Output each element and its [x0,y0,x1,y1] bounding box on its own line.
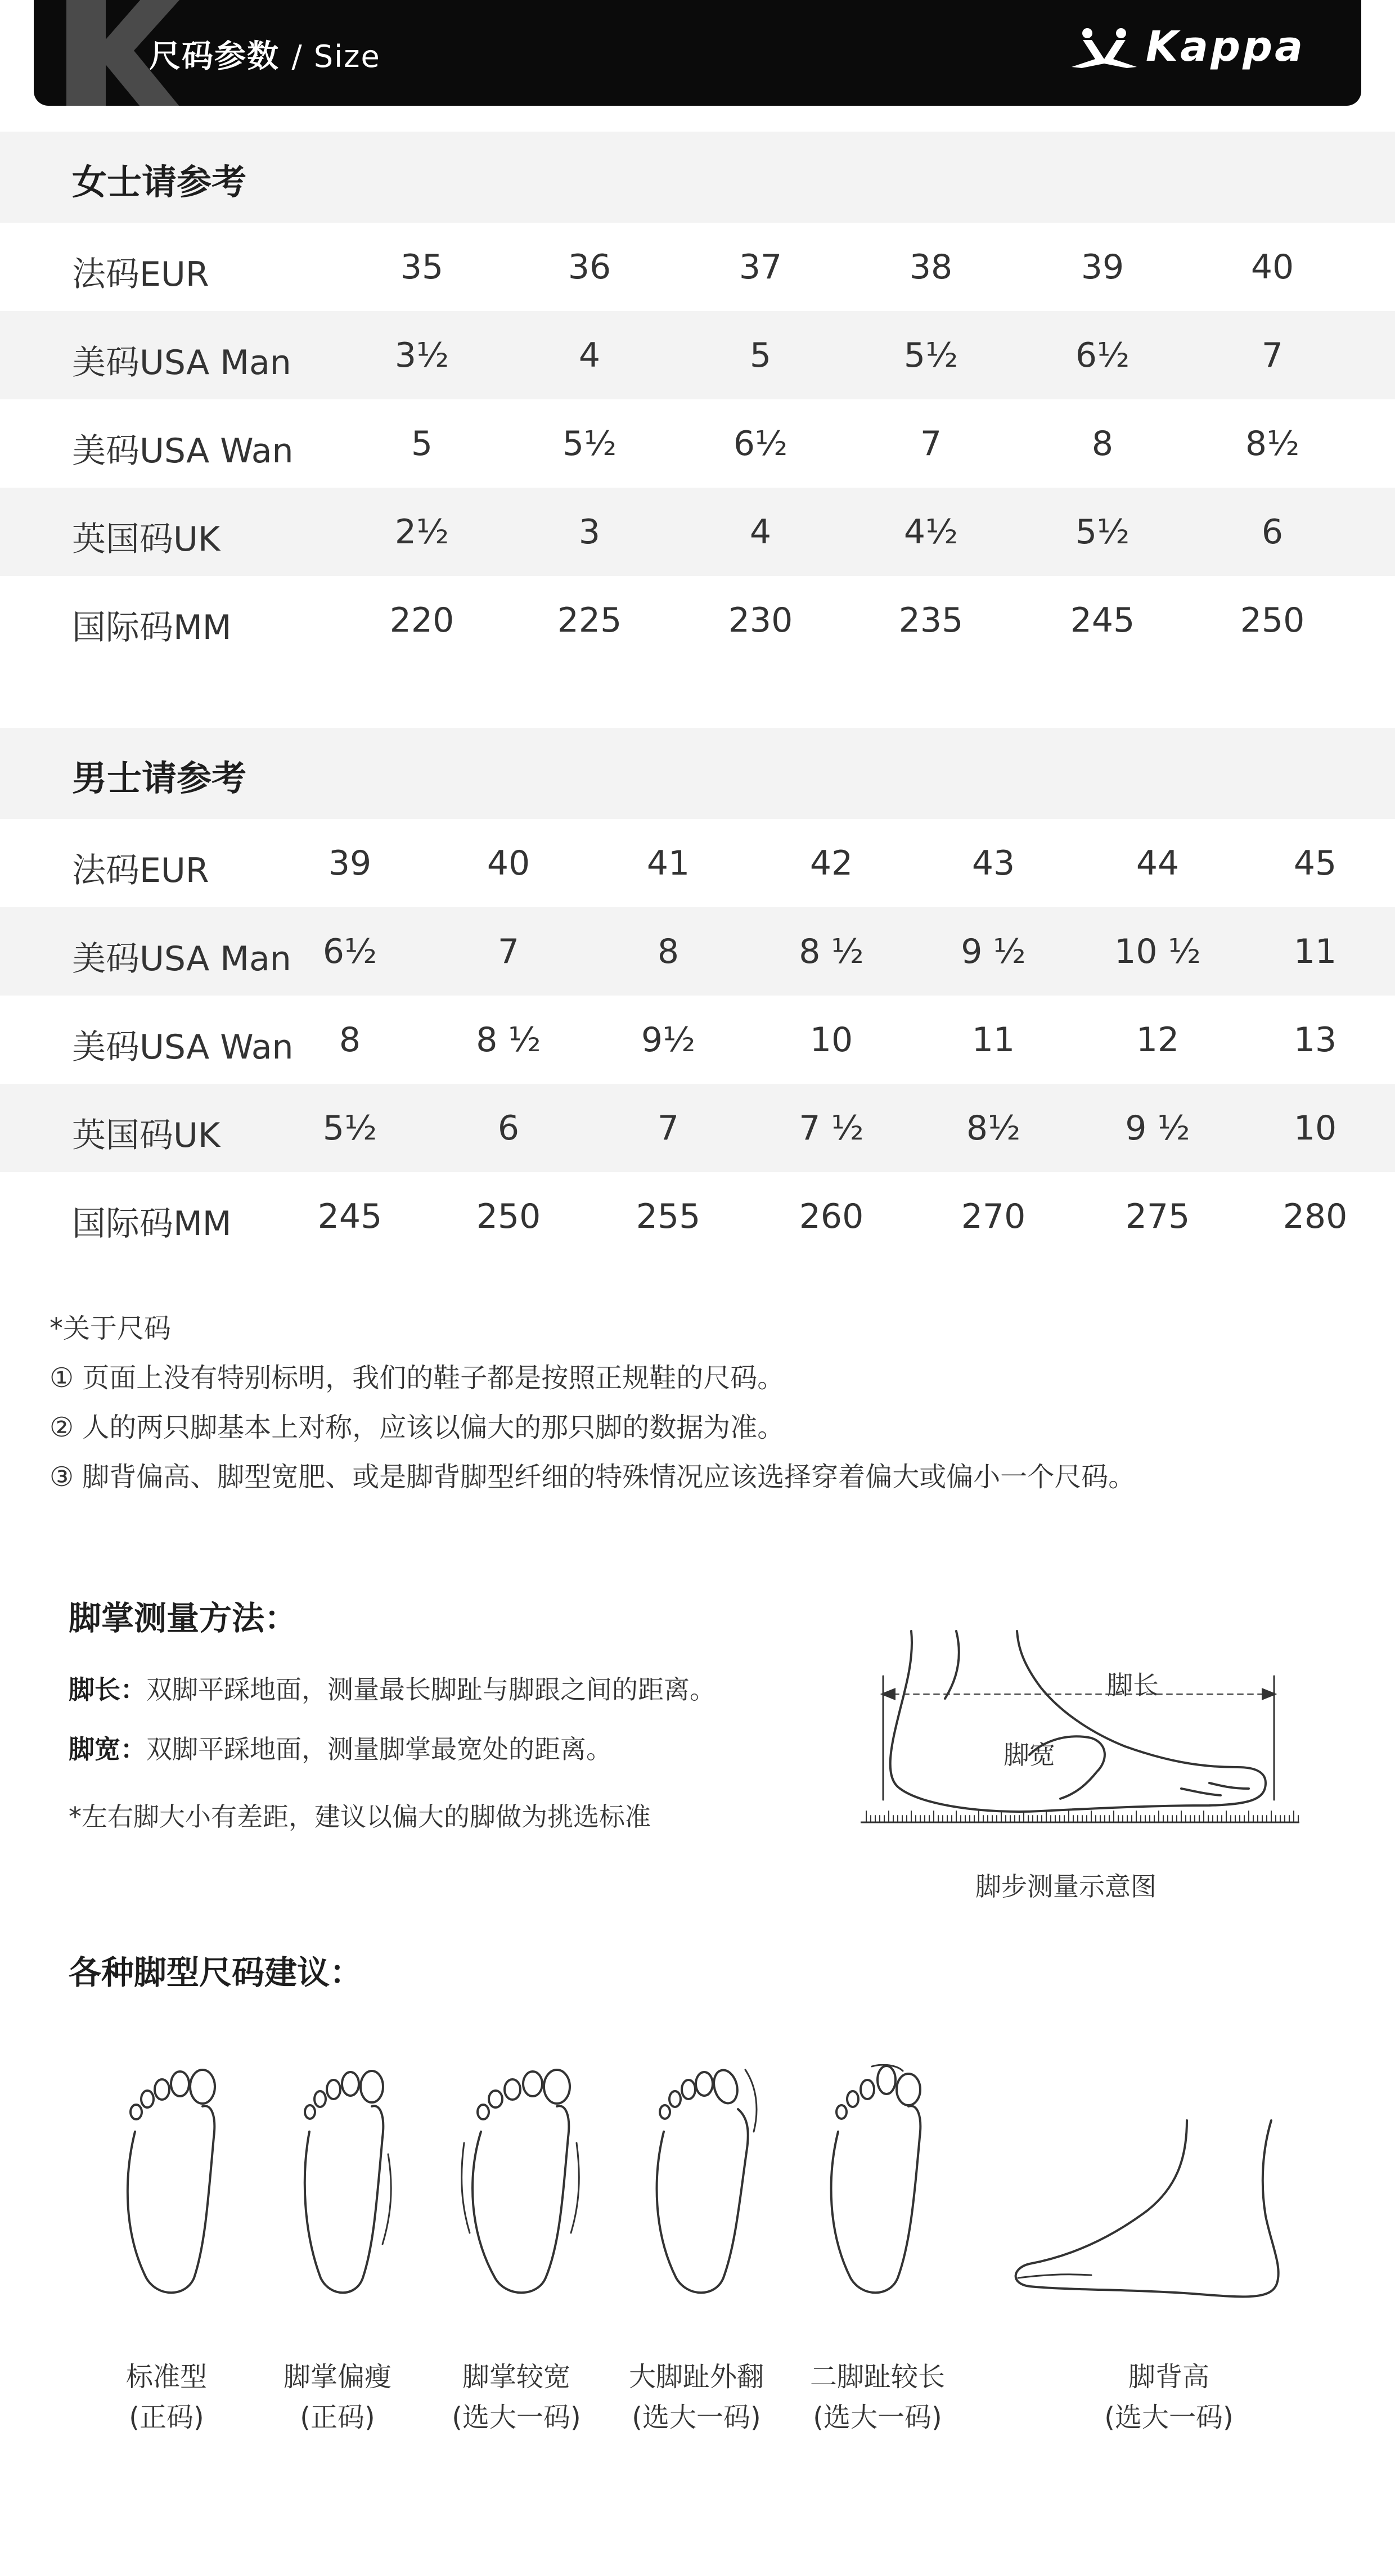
size-cell: 280 [1282,1197,1348,1236]
header-bar [34,0,1361,106]
size-row [0,311,1395,399]
size-cell: 35 [400,247,444,287]
size-cell: 39 [328,844,372,883]
size-row [0,819,1395,907]
size-cell: 10 [1293,1109,1337,1148]
women-title: 女士请参考 [72,161,247,202]
size-cell: 44 [1136,844,1180,883]
size-cell: 10 ½ [1114,932,1201,971]
men-title: 男士请参考 [72,758,247,799]
size-cell: 245 [317,1197,382,1236]
size-row [0,1172,1395,1260]
size-cell: 245 [1070,601,1135,640]
size-notes [50,1304,1135,1502]
women-section-title [0,132,1395,223]
size-cell: 270 [961,1197,1026,1236]
size-cell: 10 [809,1020,853,1060]
measure-title: 脚掌测量方法： [69,1599,298,1637]
foot-type-name: 脚掌偏瘦 [283,2361,392,2393]
size-cell: 275 [1125,1197,1190,1236]
size-cell: 9 ½ [1125,1109,1190,1148]
foot-length-instruction [69,1669,716,1706]
note-item: ② 人的两只脚基本上对称，应该以偏大的那只脚的数据为准。 [50,1412,785,1443]
size-cell: 41 [646,844,690,883]
foot-type-caption [415,2357,618,2438]
size-cell: 4 [578,336,601,375]
size-row [0,907,1395,996]
size-row [0,996,1395,1084]
foot-type-advice: (正码) [129,2402,204,2433]
size-cell: 11 [971,1020,1015,1060]
size-row [0,576,1395,664]
foot-type-advice: (选大一码) [1104,2402,1234,2433]
measure-tip: *左右脚大小有差距，建议以偏大的脚做为挑选标准 [69,1802,651,1832]
size-row [0,399,1395,488]
size-row-label: 法码EUR [72,255,209,294]
size-cell: 8 [339,1020,361,1060]
size-cell: 3 [578,512,601,552]
size-cell: 8 ½ [799,932,864,971]
size-cell: 250 [1240,601,1305,640]
size-row-label: 美码USA Wan [72,431,294,471]
size-cell: 9½ [641,1020,696,1060]
size-cell: 7 [657,1109,680,1148]
size-cell: 45 [1293,844,1337,883]
high-instep-foot-icon [1007,2115,1288,2306]
size-cell: 6½ [322,932,377,971]
foot-type-name: 脚背高 [1128,2361,1209,2393]
size-cell: 12 [1136,1020,1180,1060]
notes-title: *关于尺码 [50,1313,172,1344]
foot-type-advice: (正码) [300,2402,375,2433]
brand-logo [1070,22,1305,71]
title-main: 尺码参数 [149,38,280,75]
width-label: 脚宽： [69,1734,146,1764]
size-row [0,1084,1395,1172]
size-cell: 230 [728,601,793,640]
note-item: ③ 脚背偏高、脚型宽肥、或是脚背脚型纤细的特殊情况应该选择穿着偏大或偏小一个尺码。 [50,1461,1136,1493]
kappa-omini-logo-icon [1070,24,1138,69]
size-cell: 6½ [1075,336,1130,375]
size-cell: 36 [568,247,611,287]
long-second-toe-foot-icon [816,2064,939,2300]
size-row-label: 英国码UK [72,1116,220,1155]
foot-types-title: 各种脚型尺码建议： [69,1953,363,1992]
diagram-caption: 脚步测量示意图 [975,1871,1156,1902]
men-section-title [0,728,1395,819]
size-row-label: 美码USA Man [72,343,291,382]
size-cell: 5½ [903,336,958,375]
bunion-foot-icon [641,2064,765,2300]
size-cell: 40 [1250,247,1294,287]
size-cell: 235 [898,601,964,640]
size-cell: 260 [799,1197,864,1236]
size-cell: 8 [657,932,680,971]
narrow-foot-icon [284,2064,397,2300]
foot-measurement-diagram-icon [861,1620,1299,1845]
size-cell: 39 [1081,247,1124,287]
foot-width-instruction [69,1729,612,1766]
size-row [0,223,1395,311]
size-cell: 4½ [903,512,958,552]
foot-type-name: 脚掌较宽 [462,2361,570,2393]
size-cell: 5½ [562,424,617,463]
size-cell: 5 [411,424,433,463]
size-cell: 7 [1261,336,1284,375]
size-cell: 6½ [733,424,788,463]
foot-type-caption [776,2357,979,2438]
size-cell: 40 [487,844,530,883]
foot-type-caption [236,2357,439,2438]
size-cell: 5½ [322,1109,377,1148]
size-cell: 43 [971,844,1015,883]
foot-type-advice: (选大一码) [813,2402,942,2433]
size-cell: 42 [809,844,853,883]
diagram-length-label: 脚长 [1107,1670,1159,1700]
size-cell: 13 [1293,1020,1337,1060]
standard-foot-icon [112,2064,225,2300]
size-cell: 6 [1261,512,1284,552]
size-cell: 7 [497,932,520,971]
size-cell: 6 [497,1109,520,1148]
size-cell: 8½ [966,1109,1021,1148]
foot-type-caption [1068,2357,1270,2438]
size-cell: 7 ½ [799,1109,864,1148]
size-cell: 9 ½ [961,932,1026,971]
size-row-label: 法码EUR [72,851,209,890]
foot-type-advice: (选大一码) [632,2402,761,2433]
size-cell: 8½ [1245,424,1300,463]
size-cell: 8 ½ [476,1020,541,1060]
size-row-label: 美码USA Man [72,939,291,979]
size-cell: 255 [636,1197,701,1236]
size-cell: 5 [749,336,772,375]
size-cell: 4 [749,512,772,552]
size-row-label: 国际码MM [72,608,232,647]
brand-name: Kappa [1145,22,1305,71]
size-cell: 38 [909,247,953,287]
size-row-label: 美码USA Wan [72,1028,294,1067]
size-row-label: 国际码MM [72,1204,232,1244]
wide-foot-icon [458,2064,582,2300]
size-cell: 220 [389,601,454,640]
foot-type-caption [595,2357,798,2438]
size-cell: 225 [557,601,622,640]
size-row [0,488,1395,576]
page-title [149,31,381,76]
size-row-label: 英国码UK [72,520,220,559]
foot-type-name: 大脚趾外翻 [628,2361,764,2393]
size-cell: 2½ [394,512,449,552]
note-item: ① 页面上没有特别标明，我们的鞋子都是按照正规鞋的尺码。 [50,1362,785,1394]
foot-type-advice: (选大一码) [452,2402,581,2433]
width-text: 双脚平踩地面，测量脚掌最宽处的距离。 [146,1734,612,1764]
size-cell: 3½ [394,336,449,375]
length-label: 脚长： [69,1674,146,1705]
size-cell: 11 [1293,932,1337,971]
size-cell: 5½ [1075,512,1130,552]
diagram-width-label: 脚宽 [1004,1740,1055,1770]
title-sub: / Size [291,39,381,74]
size-cell: 7 [920,424,942,463]
foot-type-name: 二脚趾较长 [809,2361,945,2393]
size-cell: 250 [476,1197,541,1236]
size-cell: 37 [739,247,782,287]
foot-type-name: 标准型 [125,2361,207,2393]
length-text: 双脚平踩地面，测量最长脚趾与脚跟之间的距离。 [146,1674,716,1705]
size-cell: 8 [1091,424,1114,463]
